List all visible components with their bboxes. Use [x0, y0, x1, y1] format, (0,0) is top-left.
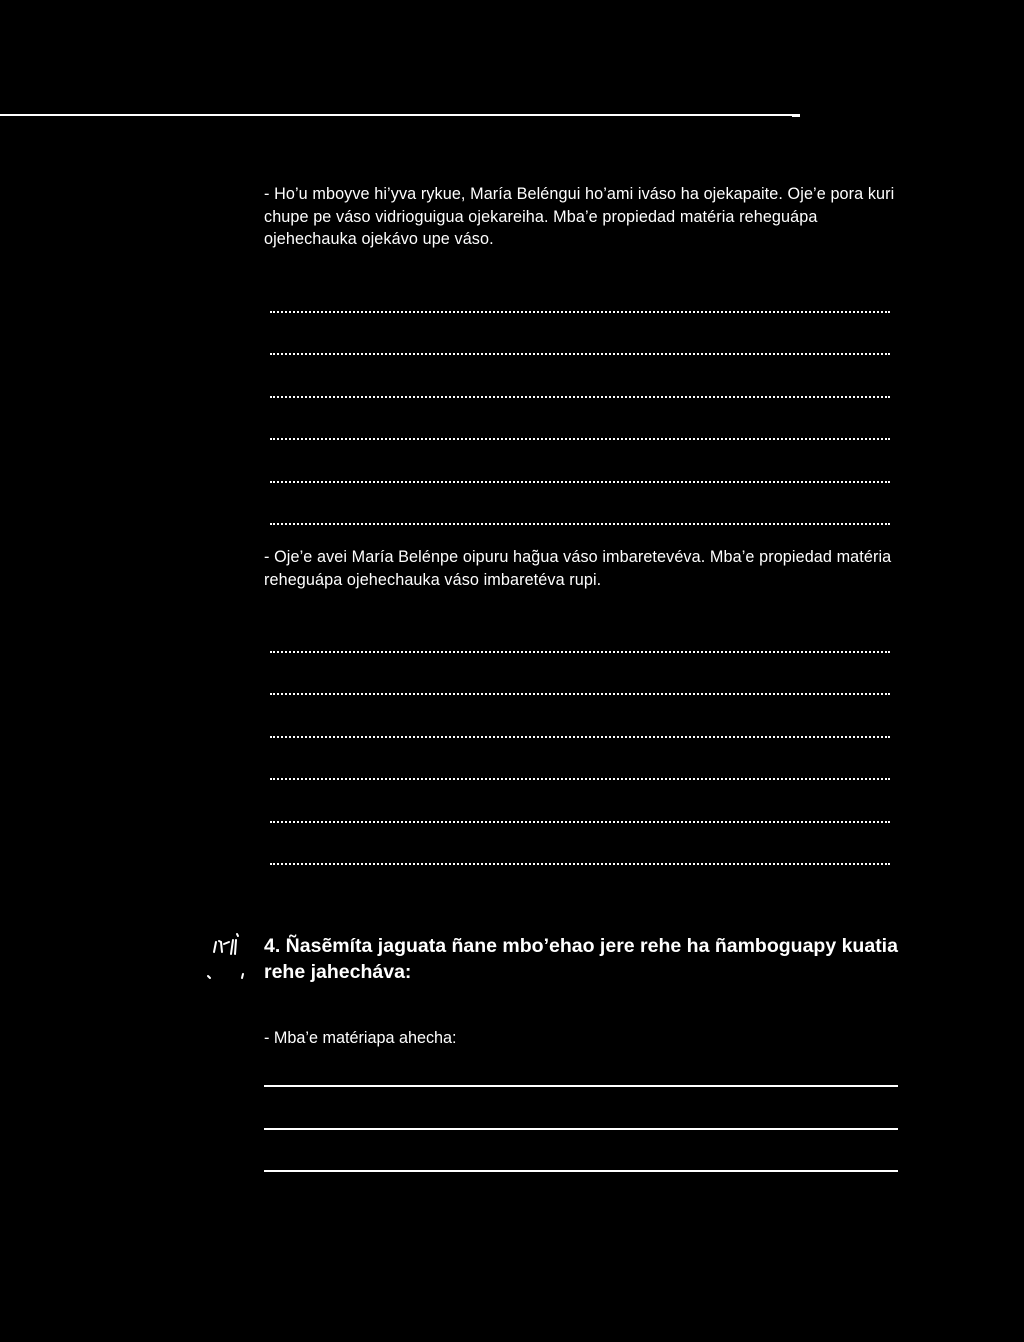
top-rule-end-mark	[792, 114, 800, 117]
dotted-answer-line[interactable]	[270, 823, 890, 866]
dotted-answer-line[interactable]	[270, 610, 890, 653]
question-2-text: - Oje’e avei María Belénpe oipuru hag̃ua váso imbaretevéva. Mba’e propiedad matéria reheguápa ojehechauka váso imbaretéva rupi.	[264, 548, 892, 589]
question-1-answer-lines	[270, 270, 890, 525]
dotted-answer-line[interactable]	[270, 270, 890, 313]
section-4-title: 4. Ñasẽmíta jaguata ñane mbo’ehao jere rehe ha ñamboguapy kuatia rehe jahecháva:	[264, 935, 898, 983]
materials-seen-label: - Mba’e matériapa ahecha:	[264, 1029, 457, 1047]
dotted-answer-line[interactable]	[270, 313, 890, 356]
question-1-text: - Ho’u mboyve hi’yva rykue, María Beléngui ho’ami iváso ha ojekapaite. Oje’e pora kuri chupe pe váso vidrioguigua ojekareiha. Mba’e propiedad matéria reheguápa ojehechauka ojekávo upe váso.	[264, 185, 895, 248]
top-horizontal-rule	[0, 114, 800, 116]
solid-answer-line[interactable]	[264, 1128, 898, 1130]
dotted-answer-line[interactable]	[270, 695, 890, 738]
dotted-answer-line[interactable]	[270, 738, 890, 781]
dotted-answer-line[interactable]	[270, 398, 890, 441]
pencil-icon	[200, 930, 250, 986]
solid-answer-line[interactable]	[264, 1170, 898, 1172]
dotted-answer-line[interactable]	[270, 780, 890, 823]
question-2-answer-lines	[270, 610, 890, 865]
dotted-answer-line[interactable]	[270, 440, 890, 483]
dotted-answer-line[interactable]	[270, 483, 890, 526]
solid-answer-line[interactable]	[264, 1085, 898, 1087]
dotted-answer-line[interactable]	[270, 355, 890, 398]
dotted-answer-line[interactable]	[270, 653, 890, 696]
